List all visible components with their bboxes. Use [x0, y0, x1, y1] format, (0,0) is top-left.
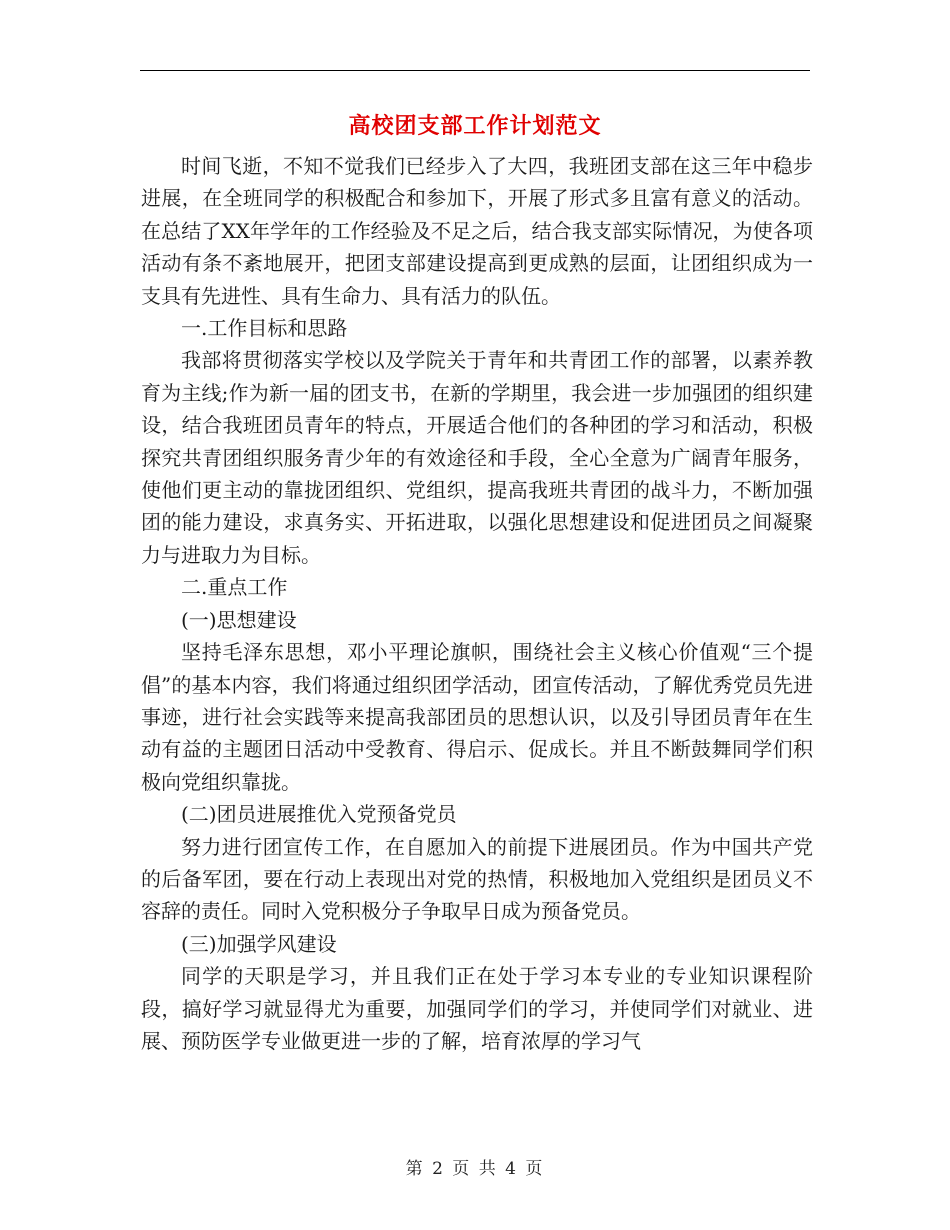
footer-total-pages: 4: [505, 1159, 518, 1179]
document-body: [141, 150, 813, 1057]
subheading-study: (三)加强学风建设: [181, 931, 337, 956]
document-title: 高校团支部工作计划范文: [348, 113, 602, 139]
paragraph-ideology: 坚持毛泽东思想，邓小平理论旗帜，围绕社会主义核心价值观“三个提倡”的基本内容，我们将通过组织团学活动，团宣传活动，了解优秀党员先进事迹，进行社会实践等来提高我部团员的思想认识，以及引导团员青年在生动有益的主题团日活动中受教育、得启示、促成长。并且不断鼓舞同学们积极向党组织靠拢。: [141, 640, 813, 794]
subheading-ideology: (一)思想建设: [181, 607, 297, 632]
footer-suffix: 页: [525, 1159, 545, 1179]
paragraph-goals: 我部将贯彻落实学校以及学院关于青年和共青团工作的部署，以素养教育为主线;作为新一届的团支书，在新的学期里，我会进一步加强团的组织建设，结合我班团员青年的特点，开展适合他们的各种团的学习和活动，积极探究共青团组织服务青少年的有效途径和手段，全心全意为广阔青年服务，使他们更主动的靠拢团组织、党组织，提高我班共青团的战斗力，不断加强团的能力建设，求真务实、开拓进取，以强化思想建设和促进团员之间凝聚力与进取力为目标。: [141, 348, 813, 567]
paragraph-intro: 时间飞逝，不知不觉我们已经步入了大四，我班团支部在这三年中稳步进展，在全班同学的积极配合和参加下，开展了形式多且富有意义的活动。在总结了XX年学年的工作经验及不足之后，结合我支部实际情况，为使各项活动有条不紊地展开，把团支部建设提高到更成熟的层面，让团组织成为一支具有先进性、具有生命力、具有活力的队伍。: [141, 154, 813, 308]
page-footer: [0, 1154, 950, 1179]
footer-middle: 页 共: [452, 1159, 498, 1179]
subheading-members: (二)团员进展推优入党预备党员: [181, 802, 457, 827]
section-heading-key-work: 二.重点工作: [181, 575, 288, 600]
paragraph-study: 同学的天职是学习，并且我们正在处于学习本专业的专业知识课程阶段，搞好学习就显得尤为重要，加强同学们的学习，并使同学们对就业、进展、预防医学专业做更进一步的了解，培育浓厚的学习气: [141, 964, 813, 1053]
header-rule: [140, 70, 810, 71]
paragraph-members: 努力进行团宣传工作，在自愿加入的前提下进展团员。作为中国共产党的后备军团，要在行动上表现出对党的热情，积极地加入党组织是团员义不容辞的责任。同时入党积极分子争取早日成为预备党员。: [141, 834, 813, 924]
footer-page-number: 2: [432, 1159, 445, 1179]
footer-prefix: 第: [405, 1159, 425, 1179]
section-heading-goals: 一.工作目标和思路: [181, 316, 348, 341]
